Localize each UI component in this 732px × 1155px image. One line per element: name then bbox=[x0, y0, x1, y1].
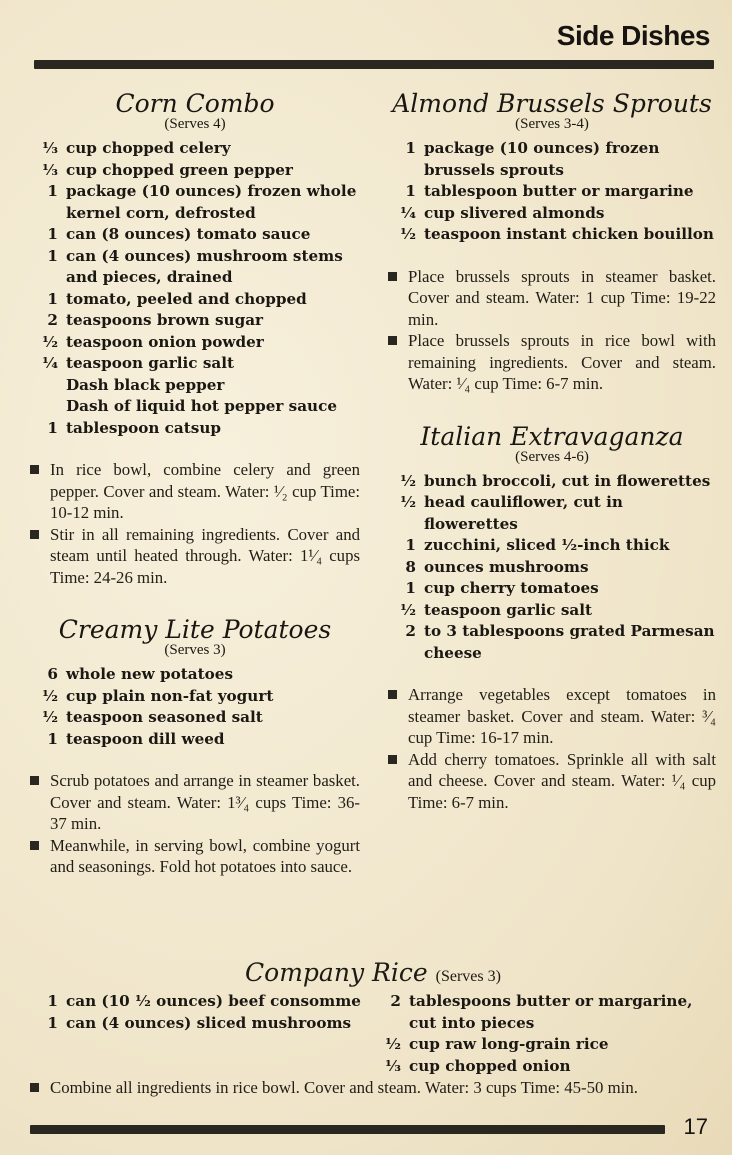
ingredient bbox=[30, 664, 360, 686]
bullet-icon bbox=[30, 1077, 50, 1099]
recipe-serves: (Serves 4) bbox=[164, 116, 226, 132]
ingredient-text: tablespoon catsup bbox=[66, 418, 221, 437]
step-list bbox=[30, 1077, 716, 1099]
ingredient-text: cup plain non-fat yogurt bbox=[66, 686, 274, 705]
ingredient bbox=[30, 991, 373, 1013]
ingredient-text: tablespoons butter or margarine, cut into pieces bbox=[409, 992, 693, 1032]
top-divider bbox=[34, 60, 714, 69]
ingredient-text: ounces mushrooms bbox=[424, 557, 589, 576]
ingredient-text: cup chopped onion bbox=[409, 1056, 571, 1075]
ingredient bbox=[388, 203, 716, 225]
ingredient-text: teaspoon garlic salt bbox=[66, 354, 234, 372]
ingredient bbox=[30, 707, 360, 729]
ingredient-list-right bbox=[373, 991, 716, 1077]
ingredient bbox=[373, 991, 716, 1034]
ingredient-qty: ¹⁄₄ bbox=[42, 354, 58, 372]
ingredient-qty: 2 bbox=[47, 311, 58, 329]
ingredient-text: teaspoon onion powder bbox=[66, 332, 264, 351]
ingredient-text: cup chopped green pepper bbox=[66, 160, 293, 179]
ingredient bbox=[30, 418, 360, 440]
ingredient-qty: ¹⁄₂ bbox=[42, 708, 58, 726]
ingredient-text: zucchini, sliced ¹⁄₂-inch thick bbox=[424, 536, 670, 554]
ingredient-text: Dash black pepper bbox=[66, 375, 225, 394]
ingredient-text: to 3 tablespoons grated Parmesan cheese bbox=[424, 622, 715, 662]
ingredient-qty: 1 bbox=[47, 992, 58, 1010]
ingredient-qty: 1 bbox=[405, 139, 416, 157]
ingredient-qty: 6 bbox=[47, 665, 58, 683]
ingredient-qty: 1 bbox=[47, 225, 58, 243]
ingredient-qty bbox=[30, 375, 66, 397]
ingredient bbox=[30, 686, 360, 708]
ingredient-qty bbox=[30, 396, 66, 418]
step-list bbox=[388, 684, 716, 813]
ingredient-qty: 1 bbox=[47, 246, 58, 265]
right-column bbox=[388, 90, 716, 813]
step bbox=[30, 1077, 716, 1099]
page-number: 17 bbox=[683, 1114, 708, 1139]
ingredient-qty: ¹⁄₃ bbox=[42, 139, 58, 157]
bullet-icon bbox=[388, 684, 408, 749]
ingredient bbox=[388, 471, 716, 493]
recipe-title: Company Rice bbox=[245, 958, 428, 987]
step bbox=[388, 330, 716, 395]
ingredient bbox=[388, 557, 716, 579]
ingredient-text: tomato, peeled and chopped bbox=[66, 289, 307, 308]
ingredient bbox=[30, 310, 360, 332]
ingredient-qty: ¹⁄₂ bbox=[400, 600, 416, 619]
ingredient-qty: 1 bbox=[405, 182, 416, 200]
ingredient bbox=[30, 160, 360, 182]
step bbox=[388, 684, 716, 749]
ingredient bbox=[388, 600, 716, 622]
ingredient-text: cup chopped celery bbox=[66, 139, 231, 157]
ingredient-qty: 1 bbox=[47, 729, 58, 748]
ingredient-text: Dash of liquid hot pepper sauce bbox=[66, 397, 338, 415]
step-text: Stir in all remaining ingredients. Cover and steam until heated through. Water: 1¹⁄₄ cups Time: 24-26 min. bbox=[50, 524, 360, 587]
ingredient-qty: 1 bbox=[47, 418, 58, 437]
left-column bbox=[30, 90, 360, 878]
bullet-icon bbox=[388, 749, 408, 814]
ingredient-text: tablespoon butter or margarine bbox=[424, 182, 694, 200]
ingredient bbox=[388, 138, 716, 181]
step bbox=[30, 835, 360, 878]
ingredient bbox=[30, 332, 360, 354]
ingredient bbox=[388, 621, 716, 664]
ingredient-text: whole new potatoes bbox=[66, 665, 233, 683]
ingredient-qty: 1 bbox=[405, 536, 416, 554]
ingredient-qty: ¹⁄₂ bbox=[400, 225, 416, 243]
bottom-divider bbox=[30, 1125, 665, 1134]
step bbox=[30, 459, 360, 524]
ingredient-qty: 1 bbox=[47, 289, 58, 308]
step bbox=[30, 524, 360, 589]
ingredient-qty: 2 bbox=[405, 622, 416, 640]
ingredient-text: can (4 ounces) mushroom stems and pieces, drained bbox=[66, 246, 343, 286]
recipe-serves: (Serves 4-6) bbox=[515, 448, 589, 465]
ingredient-text: can (4 ounces) sliced mushrooms bbox=[66, 1013, 352, 1032]
bullet-icon bbox=[30, 835, 50, 878]
recipe-italian-extravaganza bbox=[388, 423, 716, 814]
bullet-icon bbox=[30, 459, 50, 524]
ingredient-text: teaspoon instant chicken bouillon bbox=[424, 225, 714, 243]
ingredient-text: cup raw long-grain rice bbox=[409, 1035, 609, 1053]
ingredient-qty: ¹⁄₂ bbox=[400, 471, 416, 490]
recipe-company-rice bbox=[30, 958, 716, 1099]
ingredient bbox=[30, 246, 360, 289]
ingredient bbox=[373, 1056, 716, 1078]
recipe-serves: (Serves 3) bbox=[164, 642, 226, 658]
recipe-header bbox=[30, 958, 716, 987]
ingredient-list bbox=[388, 471, 716, 665]
ingredient-qty: ¹⁄₃ bbox=[42, 160, 58, 179]
step-list bbox=[30, 459, 360, 588]
recipe-almond-brussels-sprouts bbox=[388, 90, 716, 395]
bullet-icon bbox=[388, 266, 408, 331]
ingredient-qty: 1 bbox=[47, 182, 58, 200]
ingredient-qty: ¹⁄₄ bbox=[400, 203, 416, 222]
ingredient bbox=[388, 578, 716, 600]
ingredient-list bbox=[30, 664, 360, 750]
ingredient bbox=[30, 396, 360, 418]
step-list bbox=[388, 266, 716, 395]
recipe-title: Corn Combo bbox=[115, 89, 275, 118]
step-text: Scrub potatoes and arrange in steamer basket. Cover and steam. Water: 1³⁄₄ cups Time: 36-37 min. bbox=[50, 771, 360, 833]
ingredient-text: teaspoon seasoned salt bbox=[66, 708, 263, 726]
ingredient-text: package (10 ounces) frozen brussels sprouts bbox=[424, 139, 660, 179]
recipe-title: Italian Extravaganza bbox=[420, 421, 684, 451]
ingredient bbox=[30, 138, 360, 160]
ingredient bbox=[388, 535, 716, 557]
step-text: Place brussels sprouts in rice bowl with remaining ingredients. Cover and steam. Water: ¹⁄₄ cup Time: 6-7 min. bbox=[408, 331, 716, 393]
ingredient-text: can (10 ¹⁄₂ ounces) beef consomme bbox=[66, 992, 361, 1010]
recipe-serves: (Serves 3) bbox=[435, 968, 501, 985]
step-text: Arrange vegetables except tomatoes in steamer basket. Cover and steam. Water: ³⁄₄ cup Time: 16-17 min. bbox=[408, 685, 716, 747]
ingredient-text: head cauliflower, cut in flowerettes bbox=[424, 493, 623, 533]
ingredient bbox=[388, 492, 716, 535]
recipe-title: Creamy Lite Potatoes bbox=[58, 615, 332, 644]
ingredient-list bbox=[30, 138, 360, 439]
ingredient-text: can (8 ounces) tomato sauce bbox=[66, 225, 311, 243]
recipe-title: Almond Brussels Sprouts bbox=[392, 89, 712, 118]
section-title: Side Dishes bbox=[556, 20, 710, 51]
ingredient-qty: ¹⁄₃ bbox=[385, 1056, 401, 1075]
ingredient-columns bbox=[30, 991, 716, 1077]
ingredient-text: cup slivered almonds bbox=[424, 203, 605, 222]
ingredient-text: teaspoons brown sugar bbox=[66, 311, 264, 329]
ingredient-qty: ¹⁄₂ bbox=[400, 493, 416, 511]
ingredient bbox=[30, 181, 360, 224]
ingredient-qty: ¹⁄₂ bbox=[42, 332, 58, 351]
ingredient-list bbox=[388, 138, 716, 246]
step bbox=[30, 770, 360, 835]
step-list bbox=[30, 770, 360, 878]
ingredient bbox=[30, 1013, 373, 1035]
ingredient-text: teaspoon garlic salt bbox=[424, 600, 592, 619]
ingredient bbox=[388, 181, 716, 203]
ingredient-qty: 1 bbox=[47, 1013, 58, 1032]
step-text: Add cherry tomatoes. Sprinkle all with salt and cheese. Cover and steam. Water: ¹⁄₄ cup Time: 6-7 min. bbox=[408, 749, 716, 812]
ingredient-text: package (10 ounces) frozen whole kernel corn, defrosted bbox=[66, 182, 357, 222]
ingredient-qty: 2 bbox=[390, 992, 401, 1010]
ingredient bbox=[30, 729, 360, 751]
ingredient-qty: 1 bbox=[405, 579, 416, 597]
bullet-icon bbox=[30, 524, 50, 589]
bullet-icon bbox=[30, 770, 50, 835]
ingredient bbox=[30, 353, 360, 375]
step-text: Meanwhile, in serving bowl, combine yogurt and seasonings. Fold hot potatoes into sauce. bbox=[50, 835, 360, 876]
recipe-corn-combo bbox=[30, 90, 360, 588]
ingredient-qty: ¹⁄₂ bbox=[385, 1035, 401, 1053]
ingredient-qty: ¹⁄₂ bbox=[42, 686, 58, 705]
ingredient bbox=[30, 224, 360, 246]
recipe-serves: (Serves 3-4) bbox=[515, 116, 589, 132]
ingredient-qty: 8 bbox=[405, 557, 416, 576]
ingredient bbox=[30, 289, 360, 311]
step bbox=[388, 266, 716, 331]
ingredient-text: teaspoon dill weed bbox=[66, 729, 225, 748]
ingredient bbox=[388, 224, 716, 246]
ingredient bbox=[30, 375, 360, 397]
ingredient-text: cup cherry tomatoes bbox=[424, 579, 599, 597]
ingredient-text: bunch broccoli, cut in flowerettes bbox=[424, 471, 711, 490]
step-text: Combine all ingredients in rice bowl. Cover and steam. Water: 3 cups Time: 45-50 min. bbox=[50, 1078, 638, 1097]
step-text: Place brussels sprouts in steamer basket. Cover and steam. Water: 1 cup Time: 19-22 min. bbox=[408, 266, 716, 329]
ingredient-list-left bbox=[30, 991, 373, 1077]
step bbox=[388, 749, 716, 814]
ingredient bbox=[373, 1034, 716, 1056]
bullet-icon bbox=[388, 330, 408, 395]
step-text: In rice bowl, combine celery and green pepper. Cover and steam. Water: ¹⁄₂ cup Time: 10-12 min. bbox=[50, 460, 360, 522]
recipe-creamy-lite-potatoes bbox=[30, 616, 360, 878]
